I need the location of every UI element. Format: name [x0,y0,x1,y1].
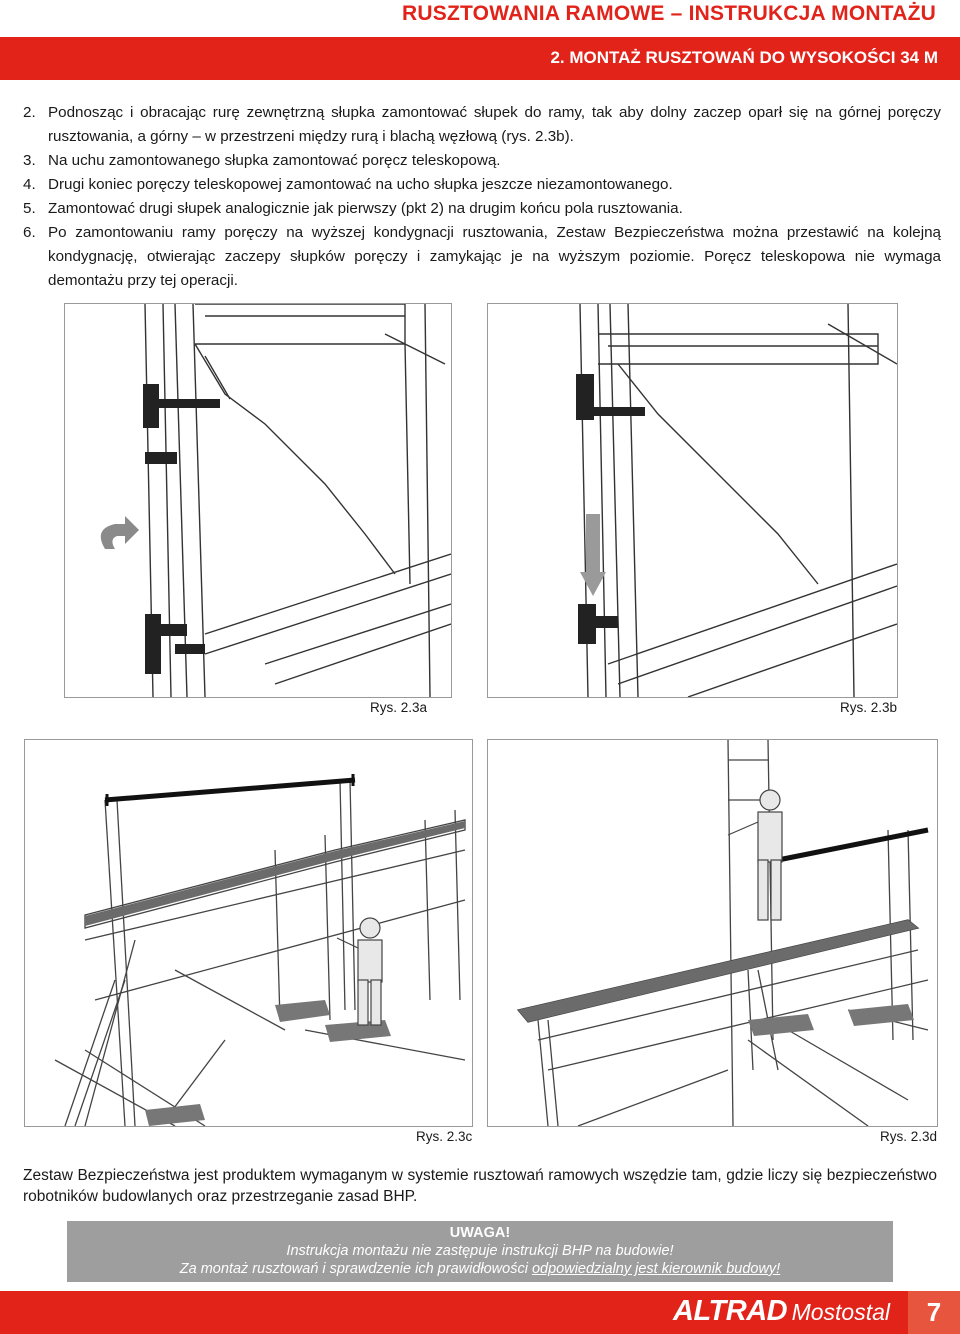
step-text: Podnosząc i obracając rurę zewnętrzną słupka zamontować słupek do ramy, tak aby dolny zaczep oparł się na górnej poręczy rusztowania, a górny – w przestrzeni między rurą i blachą węzłową (rys. 2.3b). [48,104,941,145]
step-number: 2. [23,104,36,121]
notice-line-2-underlined: odpowiedzialny jest kierownik budowy! [531,1261,781,1277]
brand-logo [673,1295,890,1328]
rotate-arrow-icon [101,516,139,549]
notice-line-1-text: Instrukcja montażu nie zastępuje instrukcji BHP na budowie! [286,1243,674,1259]
figure-2-3a-drawing [65,304,451,697]
step-text: Na uchu zamontowanego słupka zamontować poręcz teleskopową. [48,152,501,169]
document-title: RUSZTOWANIA RAMOWE – INSTRUKCJA MONTAŻU [402,2,936,25]
step-5 [23,197,941,221]
brand-bold: ALTRAD [673,1295,788,1327]
step-text: Zamontować drugi słupek analogicznie jak pierwszy (pkt 2) na drugim końcu pola rusztowania. [48,200,683,217]
figure-2-3d [487,739,938,1127]
notice-line-2-text: Za montaż rusztowań i sprawdzenie ich prawidłowości [179,1261,532,1277]
figure-2-3b-drawing [488,304,897,697]
figure-2-3c-drawing [25,740,472,1126]
worker-figure [728,790,782,920]
figure-2-3d-caption: Rys. 2.3d [880,1129,938,1144]
section-title: 2. MONTAŻ RUSZTOWAŃ DO WYSOKOŚCI 34 M [550,48,938,67]
figure-2-3a [64,303,452,698]
down-arrow-icon [586,514,600,574]
notice-line-1 [67,1242,893,1260]
notice-title: UWAGA! [449,1225,511,1241]
notice-line-2 [67,1260,893,1278]
brand-light: Mostostal [791,1299,890,1325]
steps-list [23,101,941,293]
figure-2-3a-caption: Rys. 2.3a [370,700,428,715]
step-text: Po zamontowaniu ramy poręczy na wyższej kondygnacji rusztowania, Zestaw Bezpieczeństwa można przestawić na kolejną kondygnację, otwierając zaczepy słupków poręczy i zamykając je na wyższym poziomie. Poręcz teleskopowa nie wymaga demontażu przy tej operacji. [48,224,941,289]
step-number: 6. [23,224,36,241]
page-number: 7 [908,1291,960,1334]
step-text: Drugi koniec poręczy teleskopowej zamontować na ucho słupka jeszcze niezamontowanego. [48,176,673,193]
figure-2-3c-caption: Rys. 2.3c [416,1129,473,1144]
footer-band [0,1291,960,1334]
step-4 [23,173,941,197]
step-2 [23,101,941,149]
step-6 [23,221,941,293]
figure-2-3c [24,739,473,1127]
figure-2-3b [487,303,898,698]
figure-2-3d-drawing [488,740,937,1126]
step-number: 4. [23,176,36,193]
step-number: 3. [23,152,36,169]
conclusion-paragraph: Zestaw Bezpieczeństwa jest produktem wymaganym w systemie rusztowań ramowych wszędzie tam, gdzie liczy się bezpieczeństwo robotników budowlanych oraz przestrzeganie zasad BHP. [23,1167,937,1205]
step-3 [23,149,941,173]
step-number: 5. [23,200,36,217]
section-header-band [0,37,960,80]
warning-notice [67,1221,893,1282]
figure-2-3b-caption: Rys. 2.3b [840,700,898,715]
